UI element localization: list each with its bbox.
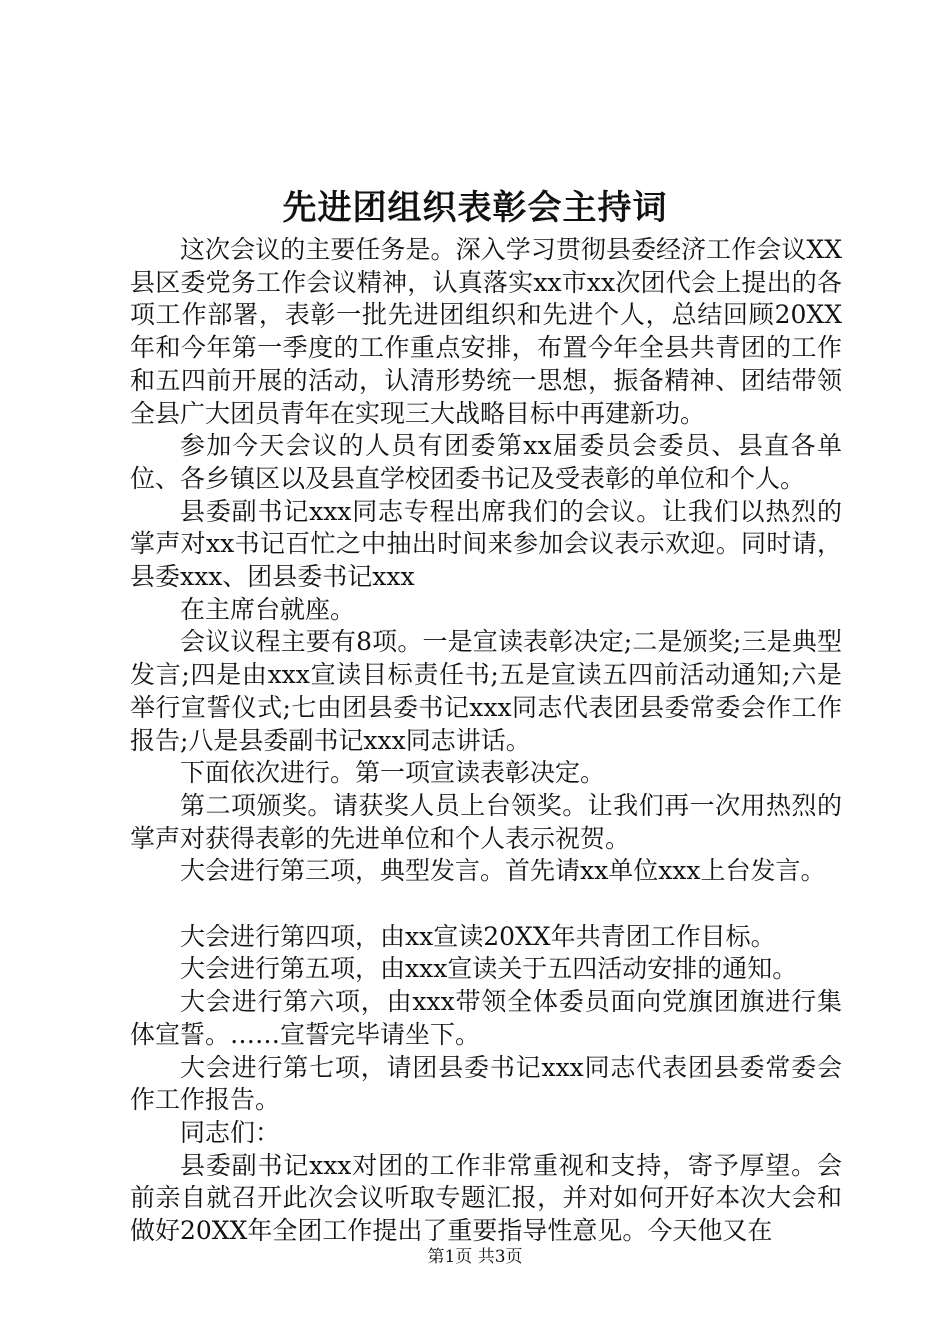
paragraph-attendees: 参加今天会议的人员有团委第xx届委员会委员、县直各单位、各乡镇区以及县直学校团委书记及受表彰的单位和个人。 <box>130 431 842 493</box>
paragraph-item-two: 第二项颁奖。请获奖人员上台领奖。让我们再一次用热烈的掌声对获得表彰的先进单位和个人表示祝贺。 <box>130 790 842 853</box>
paragraph-seating: 在主席台就座。 <box>180 594 356 624</box>
paragraph-welcome: 县委副书记xxx同志专程出席我们的会议。让我们以热烈的掌声对xx书记百忙之中抽出时间来参加会议表示欢迎。同时请，县委xxx、团县委书记xxx <box>130 496 842 592</box>
paragraph-salutation: 同志们： <box>180 1117 281 1147</box>
paragraph-item-one: 下面依次进行。第一项宣读表彰决定。 <box>180 758 606 788</box>
paragraph-item-seven: 大会进行第七项，请团县委书记xxx同志代表团县委常委会作工作报告。 <box>130 1052 842 1115</box>
paragraph-meeting-tasks: 这次会议的主要任务是。深入学习贯彻县委经济工作会议XX县区委党务工作会议精神，认真落实xx市xx次团代会上提出的各项工作部署，表彰一批先进团组织和先进个人，总结回顾20XX年和今年第一季度的工作重点安排，布置今年全县共青团的工作和五四前开展的活动，认清形势统一思想，振备精神、团结带领全县广大团员青年在实现三大战略目标中再建新功。 <box>130 235 842 428</box>
document-body <box>130 234 842 1248</box>
paragraph-closing: 县委副书记xxx对团的工作非常重视和支持，寄予厚望。会前亲自就召开此次会议听取专题汇报，并对如何开好本次大会和做好20XX年全团工作提出了重要指导性意见。今天他又在 <box>130 1150 842 1246</box>
paragraph-item-four: 大会进行第四项，由xx宣读20XX年共青团工作目标。 <box>180 921 776 951</box>
paragraph-agenda: 会议议程主要有8项。一是宣读表彰决定;二是颁奖;三是典型发言;四是由xxx宣读目标责任书;五是宣读五四前活动通知;六是举行宣誓仪式;七由团县委书记xxx同志代表团县委常委会作工作报告;八是县委副书记xxx同志讲话。 <box>130 627 842 755</box>
paragraph-item-six: 大会进行第六项，由xxx带领全体委员面向党旗团旗进行集体宣誓。……宣誓完毕请坐下。 <box>130 987 842 1049</box>
page-title: 先进团组织表彰会主持词 <box>282 188 668 228</box>
page-number-footer: 第1页 共3页 <box>427 1247 523 1267</box>
paragraph-item-five: 大会进行第五项，由xxx宣读关于五四活动安排的通知。 <box>180 954 798 984</box>
paragraph-item-three: 大会进行第三项，典型发言。首先请xx单位xxx上台发言。 <box>180 856 826 886</box>
